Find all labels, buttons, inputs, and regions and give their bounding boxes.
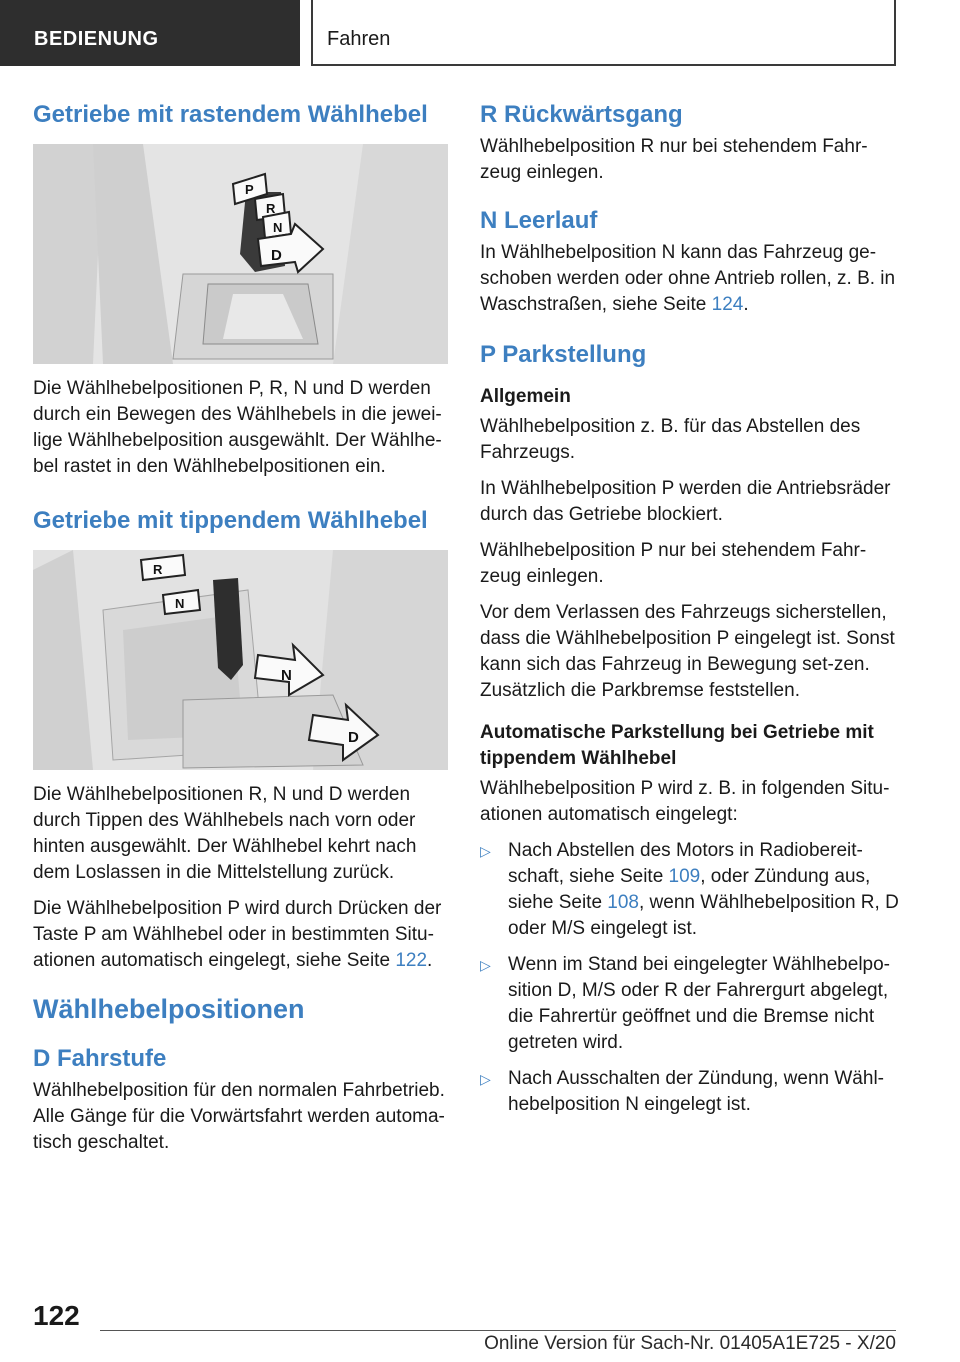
label-N-back: N — [281, 667, 292, 684]
item-text: , oder Zündung aus, siehe Seite — [508, 866, 871, 913]
heading-n: N Leerlauf — [480, 207, 598, 234]
heading-p: P Parkstellung — [480, 341, 647, 368]
para-n — [480, 240, 900, 318]
triangle-bullet-icon: ▷ — [480, 957, 491, 973]
para-a2: In Wählhebelposition P werden die Antriebsräder durch das Getriebe blockiert. — [480, 478, 891, 525]
page-number: 122 — [33, 1300, 80, 1331]
heading-rastend: Getriebe mit rastendem Wählhebel — [33, 101, 428, 128]
footer-text: Online Version für Sach-Nr. 01405A1E725 - X/20 — [484, 1333, 896, 1354]
label-N-forward: N — [175, 596, 185, 611]
label-D: D — [348, 729, 359, 746]
subheading-auto-park: Automatische Parkstellung bei Getriebe mit tippendem Wählhebel — [480, 722, 874, 769]
label-N: N — [273, 220, 283, 235]
label-D: D — [271, 247, 282, 264]
label-R: R — [153, 562, 163, 577]
list-item — [480, 1066, 900, 1118]
triangle-bullet-icon: ▷ — [480, 1071, 491, 1087]
section-tab: BEDIENUNG — [0, 0, 300, 66]
right-column — [480, 100, 900, 1128]
heading-tippend: Getriebe mit tippendem Wählhebel — [33, 507, 428, 534]
para-d: Wählhebelposition für den normalen Fahrbetrieb. Alle Gänge für die Vorwärtsfahrt werden automa-tisch geschaltet. — [33, 1080, 445, 1153]
heading-positionen: Wählhebelpositionen — [33, 994, 305, 1024]
item-text: Wenn im Stand bei eingelegter Wählhebelpo-sition D, M/S oder R der Fahrergurt abgelegt, die Fahrertür geöffnet und die Bremse nicht getreten wird. — [508, 954, 890, 1053]
triangle-bullet-icon: ▷ — [480, 843, 491, 859]
left-column — [33, 100, 448, 1166]
page-link-109[interactable]: 109 — [668, 866, 701, 887]
para-r: Wählhebelposition R nur bei stehendem Fahr-zeug einlegen. — [480, 136, 868, 183]
para-rastend: Die Wählhebelpositionen P, R, N und D werden durch ein Bewegen des Wählhebels in die jewei-lige Wählhebelposition ausgewählt. Der Wählhe-bel rastet in den Wählhebelpositionen ein. — [33, 378, 442, 477]
page-link-124[interactable]: 124 — [711, 294, 744, 315]
page-link-122[interactable]: 122 — [395, 950, 428, 971]
footer-divider — [100, 1330, 896, 1331]
para-auto: Wählhebelposition P wird z. B. in folgenden Situ-ationen automatisch eingelegt: — [480, 778, 890, 825]
page-link-108[interactable]: 108 — [607, 892, 639, 913]
para-tippend-1: Die Wählhebelpositionen R, N und D werden durch Tippen des Wählhebels nach vorn oder hinten ausgewählt. Der Wählhebel kehrt nach dem Loslassen in die Mittelstellung zurück. — [33, 784, 417, 883]
auto-park-list — [480, 838, 900, 1118]
gear-selector-illustration-2 — [33, 550, 448, 770]
item-text: Nach Abstellen des Motors in Radiobereit-schaft, siehe Seite — [508, 840, 863, 887]
para-tippend-2 — [33, 896, 448, 974]
chapter-title: Fahren — [311, 0, 896, 66]
para-text: In Wählhebelposition N kann das Fahrzeug ge-schoben werden oder ohne Antrieb rollen, z. B. in Waschstraßen, siehe Seite — [480, 242, 896, 315]
gear-selector-illustration — [33, 144, 448, 364]
list-item — [480, 952, 900, 1056]
para-a4: Vor dem Verlassen des Fahrzeugs sicherstellen, dass die Wählhebelposition P eingelegt ist. Sonst kann sich das Fahrzeug in Bewegung set-zen. Zusätzlich die Parkbremse feststellen. — [480, 602, 895, 701]
label-P: P — [245, 182, 254, 197]
label-R: R — [266, 201, 276, 216]
subheading-allgemein: Allgemein — [480, 386, 571, 407]
para-text: Die Wählhebelposition P wird durch Drücken der Taste P am Wählhebel oder in bestimmten Situ-ationen automatisch eingelegt, siehe Seite — [33, 898, 442, 971]
item-text: , wenn Wählhebelposition R, D oder M/S eingelegt ist. — [508, 892, 899, 939]
para-a3: Wählhebelposition P nur bei stehendem Fahr-zeug einlegen. — [480, 540, 867, 587]
para-text: . — [743, 294, 749, 315]
figure-tippender-waehlhebel — [33, 550, 448, 770]
para-text: . — [427, 950, 433, 971]
para-a1: Wählhebelposition z. B. für das Abstellen des Fahrzeugs. — [480, 416, 861, 463]
item-text: Nach Ausschalten der Zündung, wenn Wähl-hebelposition N eingelegt ist. — [508, 1068, 884, 1115]
heading-d-fahrstufe: D Fahrstufe — [33, 1045, 167, 1072]
figure-rastender-waehlhebel — [33, 144, 448, 364]
list-item — [480, 838, 900, 942]
heading-r: R Rückwärtsgang — [480, 101, 683, 128]
